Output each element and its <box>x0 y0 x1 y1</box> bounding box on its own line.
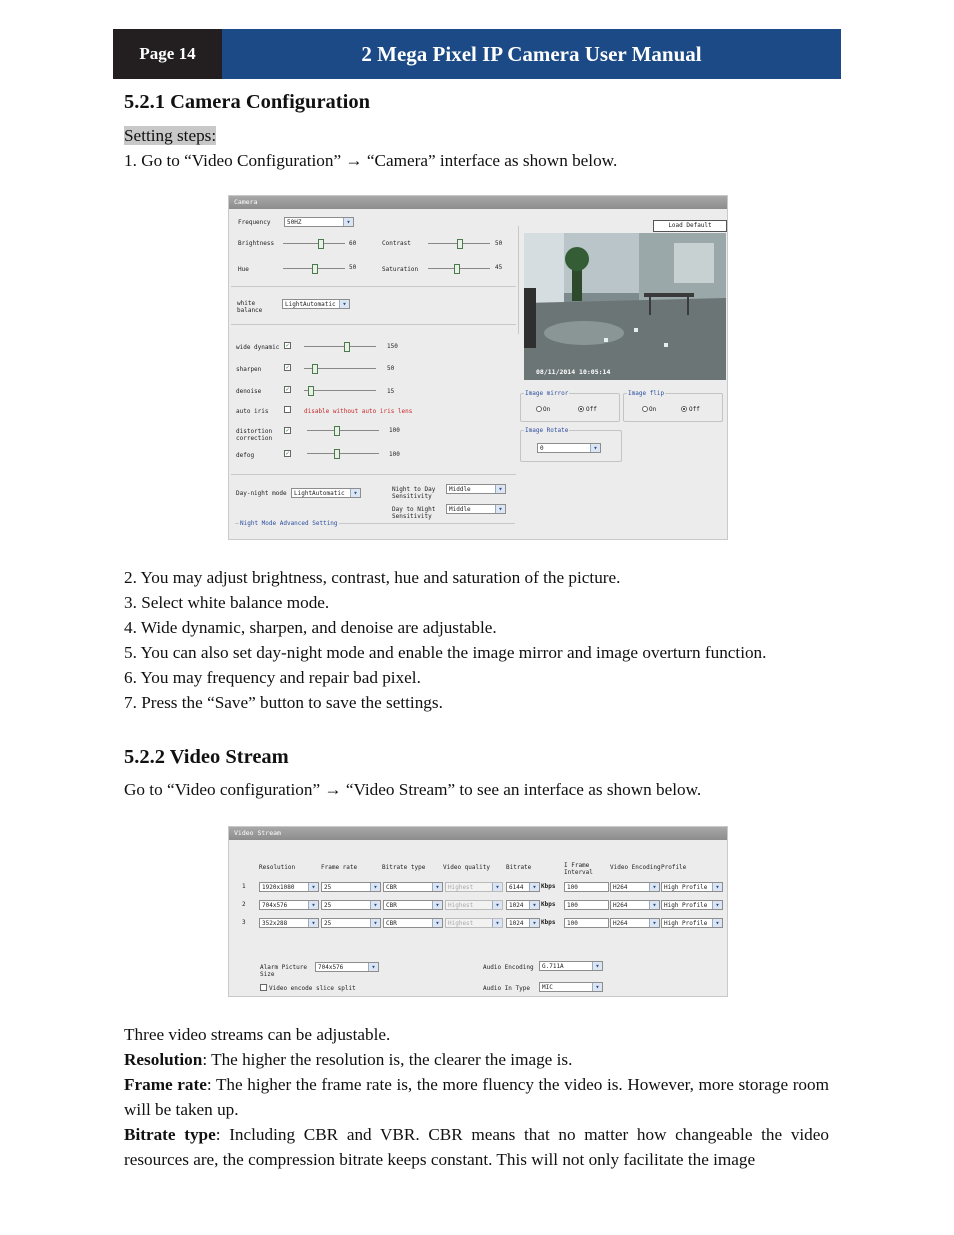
frame-rate-select[interactable]: 25 ▾ <box>321 882 381 892</box>
video-stream-intro: Go to “Video configuration” → “Video Stream” to see an interface as shown below. <box>124 780 702 799</box>
bitrate-type-term: Bitrate type <box>124 1125 216 1144</box>
auto-iris-checkbox[interactable] <box>284 406 291 413</box>
day-to-night-select[interactable]: Middle ▾ <box>446 504 506 514</box>
stream-row-number: 3 <box>242 919 246 926</box>
saturation-slider[interactable] <box>428 268 490 269</box>
page-header <box>113 29 841 79</box>
three-streams-text: Three video streams can be adjustable. <box>124 1025 391 1044</box>
wide-dynamic-checkbox[interactable]: ✓ <box>285 342 290 349</box>
iframe-interval-input[interactable]: 100 <box>564 900 609 910</box>
distortion-correction-slider[interactable] <box>307 430 379 431</box>
divider <box>518 226 519 334</box>
bitrate-type-paragraph <box>124 1122 829 1172</box>
day-night-mode-select[interactable]: LightAutomatic ▾ <box>291 488 361 498</box>
hue-value: 50 <box>349 264 357 271</box>
resolution-select[interactable]: 704x576 ▾ <box>259 900 319 910</box>
video-quality-select[interactable]: Highest ▾ <box>445 918 503 928</box>
distortion-correction-value: 100 <box>389 427 400 434</box>
manual-title: 2 Mega Pixel IP Camera User Manual <box>361 41 702 66</box>
mirror-off-radio[interactable] <box>578 406 584 412</box>
step-6: 6. You may frequency and repair bad pixel. <box>124 668 421 687</box>
video-quality-select[interactable]: Highest ▾ <box>445 882 503 892</box>
night-to-day-select[interactable]: Middle ▾ <box>446 484 506 494</box>
white-balance-select[interactable]: LightAutomatic ▾ <box>282 299 350 309</box>
bitrate-type-select[interactable]: CBR ▾ <box>383 900 443 910</box>
video-slice-split-checkbox[interactable] <box>260 984 267 991</box>
col-iframe-interval: I Frame Interval <box>564 862 593 876</box>
contrast-label: Contrast <box>382 240 411 247</box>
step-7: 7. Press the “Save” button to save the settings. <box>124 693 443 712</box>
video-encoding-select[interactable]: H264 ▾ <box>610 918 660 928</box>
bitrate-unit: Kbps <box>541 901 556 908</box>
image-flip-group <box>623 390 723 422</box>
bitrate-type-select[interactable]: CBR ▾ <box>383 918 443 928</box>
resolution-paragraph <box>124 1047 829 1072</box>
step-2: 2. You may adjust brightness, contrast, hue and saturation of the picture. <box>124 568 621 587</box>
alarm-picture-size-label: Alarm Picture Size <box>260 964 307 978</box>
col-video-quality: Video quality <box>443 864 490 871</box>
brightness-slider[interactable] <box>283 243 345 244</box>
white-balance-label: white balance <box>237 300 263 314</box>
flip-on-radio[interactable] <box>642 406 648 412</box>
frame-rate-paragraph <box>124 1072 829 1122</box>
contrast-slider[interactable] <box>428 243 490 244</box>
denoise-checkbox[interactable]: ✓ <box>285 386 290 393</box>
step-5: 5. You can also set day-night mode and enable the image mirror and image overturn function. <box>124 643 767 662</box>
defog-slider-handle[interactable] <box>334 449 340 459</box>
bitrate-unit: Kbps <box>541 883 556 890</box>
sharpen-value: 50 <box>387 365 395 372</box>
distortion-correction-checkbox[interactable]: ✓ <box>285 427 290 434</box>
denoise-slider[interactable] <box>304 390 376 391</box>
profile-select[interactable]: High Profile ▾ <box>661 882 723 892</box>
preview-timestamp: 08/11/2014 10:05:14 <box>536 368 611 376</box>
defog-checkbox[interactable]: ✓ <box>285 450 290 457</box>
flip-off-radio[interactable] <box>681 406 687 412</box>
bitrate-type-desc: : Including CBR and VBR. CBR means that no matter how changeable the video resources are, the compression bitrate keeps constant. This will not only facilitate the image <box>124 1125 830 1169</box>
defog-value: 100 <box>389 451 400 458</box>
hue-slider-handle[interactable] <box>312 264 318 274</box>
bitrate-select[interactable]: 1024 ▾ <box>506 918 540 928</box>
image-rotate-label: Image Rotate <box>525 427 569 434</box>
wide-dynamic-value: 150 <box>387 343 398 350</box>
mirror-on-radio[interactable] <box>536 406 542 412</box>
image-rotate-group <box>520 427 622 462</box>
image-mirror-label: Image mirror <box>525 390 569 397</box>
col-resolution: Resolution <box>259 864 296 871</box>
mirror-off-label: Off <box>586 406 597 413</box>
day-to-night-label: Day to Night Sensitivity <box>392 506 436 520</box>
saturation-slider-handle[interactable] <box>454 264 460 274</box>
hue-slider[interactable] <box>283 268 345 269</box>
video-encoding-select[interactable]: H264 ▾ <box>610 900 660 910</box>
night-to-day-label: Night to Day Sensitivity <box>392 486 436 500</box>
setting-steps-text: Setting steps: <box>124 126 217 145</box>
setting-steps-label <box>124 126 216 146</box>
camera-preview-scene <box>524 233 726 380</box>
page-number: Page 14 <box>113 29 222 79</box>
bitrate-select[interactable]: 1024 ▾ <box>506 900 540 910</box>
divider <box>231 324 516 325</box>
load-default-button[interactable]: Load Default <box>653 220 727 232</box>
denoise-slider-handle[interactable] <box>308 386 314 396</box>
flip-on-label: On <box>649 406 657 413</box>
camera-preview-image <box>524 233 726 380</box>
resolution-desc: : The higher the resolution is, the clearer the image is. <box>202 1050 573 1069</box>
frequency-label: Frequency <box>238 219 271 226</box>
denoise-value: 15 <box>387 388 395 395</box>
audio-encoding-select[interactable]: G.711A ▾ <box>539 961 603 971</box>
audio-encoding-label: Audio Encoding <box>483 964 534 971</box>
step-3: 3. Select white balance mode. <box>124 593 330 612</box>
wide-dynamic-slider-handle[interactable] <box>344 342 350 352</box>
distortion-correction-label: distortion correction <box>236 428 273 442</box>
video-quality-select[interactable]: Highest ▾ <box>445 900 503 910</box>
brightness-slider-handle[interactable] <box>318 239 324 249</box>
brightness-label: Brightness <box>238 240 275 247</box>
alarm-picture-size-select[interactable]: 704x576 ▾ <box>315 962 379 972</box>
frame-rate-desc: : The higher the frame rate is, the more fluency the video is. However, more storage room will be taken up. <box>124 1075 829 1119</box>
sharpen-checkbox[interactable]: ✓ <box>285 364 290 371</box>
wide-dynamic-slider[interactable] <box>304 346 376 347</box>
sharpen-slider[interactable] <box>304 368 376 369</box>
section-heading-video-stream: 5.2.2 Video Stream <box>124 746 289 768</box>
section-heading-camera-config: 5.2.1 Camera Configuration <box>124 91 370 113</box>
sharpen-slider-handle[interactable] <box>312 364 318 374</box>
audio-in-type-label: Audio In Type <box>483 985 530 992</box>
sharpen-label: sharpen <box>236 366 262 373</box>
col-bitrate: Bitrate <box>506 864 532 871</box>
contrast-slider-handle[interactable] <box>457 239 463 249</box>
profile-select[interactable]: High Profile ▾ <box>661 900 723 910</box>
bitrate-unit: Kbps <box>541 919 556 926</box>
col-video-encoding: Video Encoding <box>610 864 661 871</box>
mirror-on-label: On <box>543 406 551 413</box>
night-mode-advanced-setting[interactable]: Night Mode Advanced Setting <box>240 520 338 527</box>
video-stream-screenshot <box>228 826 728 997</box>
resolution-select[interactable]: 352x288 ▾ <box>259 918 319 928</box>
image-rotate-select[interactable]: 0 ▾ <box>537 443 601 453</box>
iframe-interval-input[interactable]: 100 <box>564 918 609 928</box>
contrast-value: 50 <box>495 240 503 247</box>
image-mirror-group <box>520 390 620 422</box>
iframe-interval-input[interactable]: 100 <box>564 882 609 892</box>
frame-rate-select[interactable]: 25 ▾ <box>321 900 381 910</box>
camera-config-screenshot <box>228 195 728 540</box>
brightness-value: 60 <box>349 240 357 247</box>
step-1: 1. Go to “Video Configuration” → “Camera” interface as shown below. <box>124 151 618 170</box>
hue-label: Hue <box>238 266 249 273</box>
divider <box>231 286 516 287</box>
wide-dynamic-label: wide dynamic <box>236 344 280 351</box>
resolution-select[interactable]: 1920x1080 ▾ <box>259 882 319 892</box>
auto-iris-note: disable without auto iris lens <box>304 408 413 415</box>
distortion-correction-slider-handle[interactable] <box>334 426 340 436</box>
stream-row-number: 1 <box>242 883 246 890</box>
frame-rate-term: Frame rate <box>124 1075 207 1094</box>
auto-iris-label: auto iris <box>236 408 269 415</box>
step-4: 4. Wide dynamic, sharpen, and denoise are adjustable. <box>124 618 497 637</box>
defog-label: defog <box>236 452 255 459</box>
stream-panel-title: Video Stream <box>229 827 727 840</box>
col-profile: Profile <box>661 864 687 871</box>
col-bitrate-type: Bitrate type <box>382 864 426 871</box>
video-slice-split-label: Video encode slice split <box>269 985 356 992</box>
col-frame-rate: Frame rate <box>321 864 358 871</box>
image-flip-label: Image flip <box>628 390 665 397</box>
stream-row-number: 2 <box>242 901 246 908</box>
defog-slider[interactable] <box>307 453 379 454</box>
day-night-mode-label: Day-night mode <box>236 490 287 497</box>
bitrate-type-select[interactable]: CBR ▾ <box>383 882 443 892</box>
saturation-value: 45 <box>495 264 503 271</box>
profile-select[interactable]: High Profile ▾ <box>661 918 723 928</box>
denoise-label: denoise <box>236 388 262 395</box>
saturation-label: Saturation <box>382 266 419 273</box>
video-encoding-select[interactable]: H264 ▾ <box>610 882 660 892</box>
frequency-select[interactable]: 50HZ ▾ <box>284 217 354 227</box>
camera-panel-title: Camera <box>229 196 727 209</box>
resolution-term: Resolution <box>124 1050 203 1069</box>
frame-rate-select[interactable]: 25 ▾ <box>321 918 381 928</box>
flip-off-label: Off <box>689 406 700 413</box>
bitrate-select[interactable]: 6144 ▾ <box>506 882 540 892</box>
divider <box>231 474 516 475</box>
audio-in-type-select[interactable]: MIC ▾ <box>539 982 603 992</box>
